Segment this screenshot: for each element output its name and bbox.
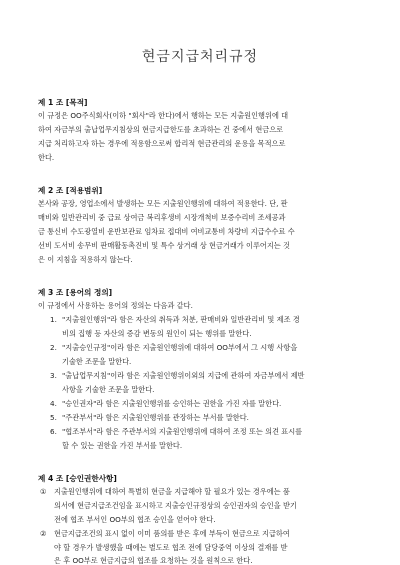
article-3-intro: 이 규정에서 사용하는 용어의 정의는 다음과 같다. xyxy=(38,301,193,310)
document-title: 현금지급처리규정 xyxy=(141,49,259,65)
clause-line: 야 할 경우가 발생했을 때에는 별도로 협조 전에 담당중역 이상의 결재를 받 xyxy=(54,543,288,552)
article-3-heading: 제 3 조 [용어의 정의] xyxy=(38,288,113,297)
definition-number: 4. xyxy=(50,399,57,408)
article-2-line: 금 통신비 수도광열비 운반보관료 임차료 접대비 여비교통비 차량비 지급수수료 수 xyxy=(38,227,295,236)
definition-line: 사항을 기술한 조문을 말한다. xyxy=(62,385,155,394)
definition-line: "협조부서"라 함은 주관부서의 지출원인행위에 대하여 조정 또는 의견 표시를 xyxy=(62,427,303,436)
article-1-heading: 제 1 조 [목적] xyxy=(38,98,88,107)
article-2-line: 선비 도서비 송무비 판매활동촉진비 및 특수 상거래 상 현금거래가 이루어지는 것 xyxy=(38,241,290,250)
definition-line: 기술한 조문을 말한다. xyxy=(62,357,132,366)
article-1-line: 한다. xyxy=(38,153,55,162)
definition-line: "지출원인행위"라 함은 자산의 취득과 처분, 판매비와 일반관리비 및 제조 경 xyxy=(62,315,300,324)
clause-number: ① xyxy=(40,487,47,496)
definition-line: "출납업무지침"이라 함은 지출원인행위이외의 지급에 관하여 자금부에서 제반 xyxy=(62,371,305,380)
definition-number: 2. xyxy=(50,343,57,352)
clause-line: 의서에 현금지급조건임을 표시하고 지출승인규정상의 승인권자의 승인을 받기 xyxy=(54,501,297,510)
clause-line: 은 후 OO부로 현금지급의 협조를 요청하는 것을 원칙으로 한다. xyxy=(54,556,253,565)
article-1-line: 하여 자금부의 출납업무지침상의 현금지급한도를 초과하는 건 중에서 현금으로 xyxy=(38,125,284,134)
clause-line: 현금지급조건의 표시 없이 이미 품의를 받은 후에 부득이 현금으로 지급하여 xyxy=(54,529,290,538)
definition-number: 3. xyxy=(50,371,57,380)
clause-line: 전에 협조 부서인 OO부의 협조 승인을 얻어야 한다. xyxy=(54,515,216,524)
article-1-line: 이 규정은 OO주식회사(이하 "회사"라 한다)에서 행하는 모든 지출원인행위에 대 xyxy=(38,111,289,120)
article-1-line: 지급 처리하고자 하는 경우에 적용함으로써 합리적 현금관리의 운용을 목적으로 xyxy=(38,139,286,148)
definition-line: "지출승인규정"이라 함은 지출원인행위에 대하여 OO부에서 그 시행 사항을 xyxy=(62,343,298,352)
article-2-line: 본사와 공장, 영업소에서 발생하는 모든 지출원인행위에 대하여 적용한다. 단, 판 xyxy=(38,199,288,208)
definition-line: 할 수 있는 권한을 가진 부서를 말한다. xyxy=(62,441,183,450)
article-2-line: 은 이 지침을 적용하지 않는다. xyxy=(38,255,133,264)
clause-number: ② xyxy=(40,529,47,538)
clause-line: 지출원인행위에 대하여 특별히 현금을 지급해야 할 필요가 있는 경우에는 품 xyxy=(54,487,290,496)
definition-line: 비의 집행 등 자산의 증감 변동의 원인이 되는 행위를 말한다. xyxy=(62,329,252,338)
definition-line: "승인권자"라 함은 지출원인행위를 승인하는 권한을 가진 자를 말한다. xyxy=(62,399,282,408)
definition-number: 6. xyxy=(50,427,57,436)
article-4-heading: 제 4 조 [승인권한사항] xyxy=(38,474,117,483)
definition-number: 5. xyxy=(50,413,57,422)
definition-line: "주관부서"라 함은 지출원인행위를 관장하는 부서를 말한다. xyxy=(62,413,249,422)
definition-number: 1. xyxy=(50,315,57,324)
article-2-heading: 제 2 조 [적용범위] xyxy=(38,186,103,195)
article-2-line: 매비와 일반관리비 중 급료 상여금 복리후생비 시장개척비 보증수리비 조세공과 xyxy=(38,213,286,222)
